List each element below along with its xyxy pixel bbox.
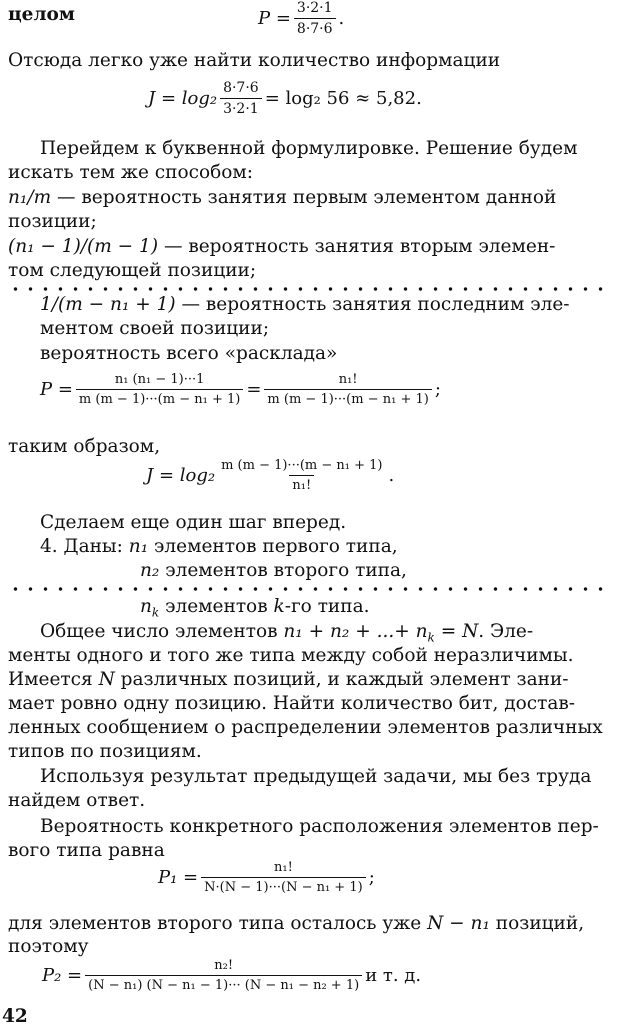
text-line: Перейдем к буквенной формулировке. Решение будем bbox=[40, 138, 578, 159]
formula-p-fraction: P = $\frac{3\cdot 2\cdot 1}{8\cdot 7\cdot 6}$ . bbox=[258, 0, 345, 37]
text-line: Имеется N различных позиций, и каждый элемент зани- bbox=[8, 669, 569, 690]
text-line: найдем ответ. bbox=[8, 790, 146, 811]
text-line: поэтому bbox=[8, 936, 89, 957]
text-line: том следующей позиции; bbox=[8, 260, 257, 281]
text-line: (n₁ − 1)/(m − 1) — вероятность занятия вторым элемен- bbox=[8, 236, 556, 257]
formula-p1: P₁ = $\frac{\text{n₁!}}{\text{N·(N − 1)···(N − n₁ + 1)}}$ ; bbox=[158, 860, 375, 895]
text-line: типов по позициям. bbox=[8, 741, 202, 762]
text-line: мает ровно одну позицию. Найти количество бит, достав- bbox=[8, 693, 576, 714]
text-line: $n_k$ элементов k-го типа. bbox=[140, 596, 370, 620]
text-line: целом bbox=[8, 4, 75, 25]
text-line: позиции; bbox=[8, 211, 97, 232]
formula-p2: P₂ = $\frac{\text{n₂!}}{\text{(N − n₁) (N − n₁ − 1)··· (N − n₁ − n₂ + 1)}}$ и т. д. bbox=[42, 958, 422, 993]
text-line: таким образом, bbox=[8, 436, 161, 457]
text-line: n₁/m — вероятность занятия первым элементом данной bbox=[8, 187, 557, 208]
ellipsis-dots bbox=[8, 586, 612, 592]
text-line: 1/(m − n₁ + 1) — вероятность занятия последним эле- bbox=[40, 294, 570, 315]
text-line: менты одного и того же типа между собой неразличимы. bbox=[8, 645, 574, 666]
text-line: ментом своей позиции; bbox=[40, 318, 270, 339]
text-line: Вероятность конкретного расположения элементов пер- bbox=[40, 816, 599, 837]
ellipsis-dots bbox=[8, 286, 612, 292]
formula-information-general: J = log₂ $\frac{\text{m (m − 1)···(m − n₁ + 1)}}{\text{n₁!}}$ . bbox=[146, 458, 395, 493]
text-line: для элементов второго типа осталось уже N − n₁ позиций, bbox=[8, 913, 585, 934]
text-line: вероятность всего «расклада» bbox=[40, 343, 338, 364]
text-line: ленных сообщением о распределении элементов различных bbox=[8, 717, 603, 738]
text-line: Общее число элементов n₁ + n₂ + ...+ $n_k = N$. Эле- bbox=[40, 621, 534, 645]
text-line: Сделаем еще один шаг вперед. bbox=[40, 512, 347, 533]
formula-total-probability: P = $\frac{\text{n₁ (n₁ − 1)···1}}{\text{m (m − 1)···(m − n₁ + 1)}}$ = $\frac{\text{n₁!}}{\text{m (m − 1)···(m − n₁ + 1)}}$ ; bbox=[40, 372, 441, 407]
formula-information-amount: J = log₂ $\frac{8\cdot 7\cdot 6}{3\cdot 2\cdot 1}$ = log₂ 56 ≈ 5,82. bbox=[148, 80, 422, 117]
text-line: Отсюда легко уже найти количество информации bbox=[8, 50, 501, 71]
text-line: Используя результат предыдущей задачи, мы без труда bbox=[40, 766, 592, 787]
text-line: 4. Даны: n₁ элементов первого типа, bbox=[40, 536, 398, 557]
text-line: вого типа равна bbox=[8, 840, 165, 861]
text-line: искать тем же способом: bbox=[8, 162, 253, 183]
page-number: 42 bbox=[2, 1006, 28, 1027]
text-line: n₂ элементов второго типа, bbox=[140, 560, 407, 581]
